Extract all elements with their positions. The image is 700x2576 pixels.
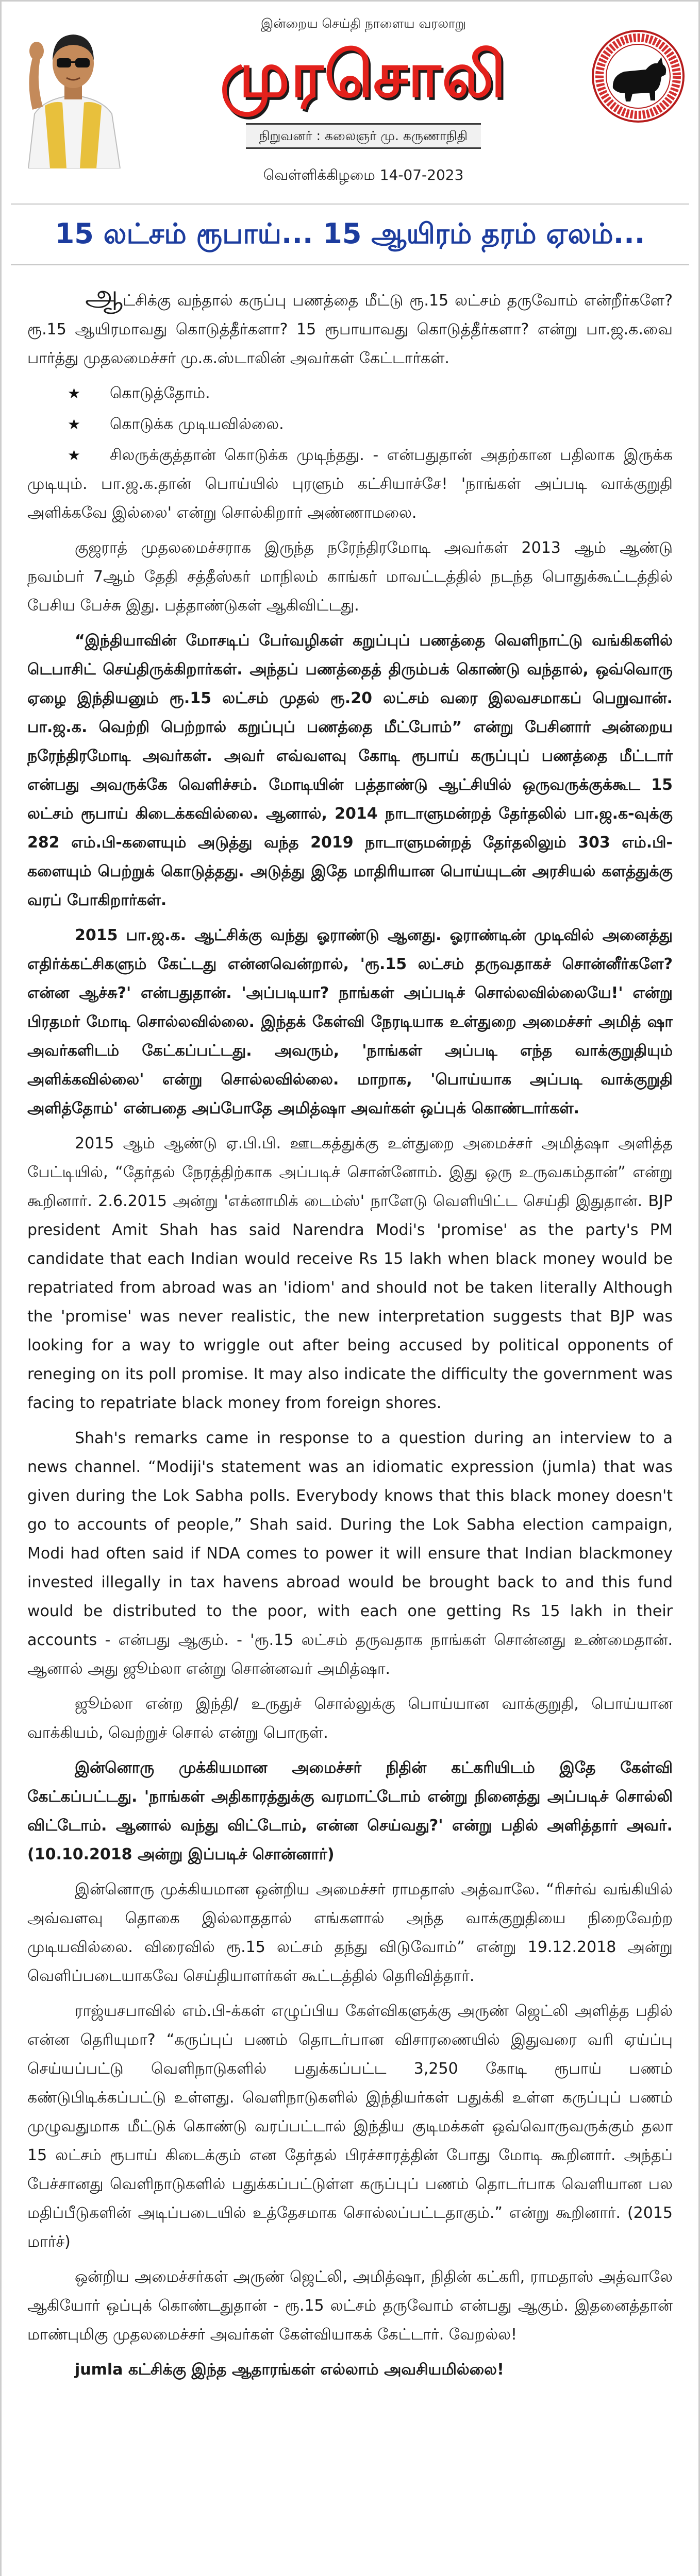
issue-date: வெள்ளிக்கிழமை 14-07-2023 xyxy=(263,166,464,183)
tagline: இன்றைய செய்தி நாளைய வரலாறு xyxy=(260,16,466,31)
party-seal-icon xyxy=(589,27,687,125)
article-paragraph: ஜூம்லா என்ற இந்தி/ உருதுச் சொல்லுக்கு பொய்யான வாக்குறுதி, பொய்யான வாக்கியம், வெற்றுச் சொல் என்று பொருள். xyxy=(27,1695,673,1742)
article-paragraph: இன்னொரு முக்கியமான ஒன்றிய அமைச்சர் ராமதாஸ் அத்வாலே. “ரிசர்வ் வங்கியில் அவ்வளவு தொகை இல்லாததால் எங்களால் அந்த வாக்குறுதியை நிறைவேற்ற முடியவில்லை. விரைவில் ரூ.15 லட்சம் தந்து விடுவோம்” என்று 19.12.2018 அன்று வெளிப்படையாகவே செய்தியாளர்கள் கூட்டத்தில் தெரிவித்தார். xyxy=(27,1880,673,1985)
bullet-item xyxy=(27,379,673,408)
article-paragraph: ஒன்றிய அமைச்சர்கள் அருண் ஜெட்லி, அமித்ஷா, நிதின் கட்கரி, ராமதாஸ் அத்வாலே ஆகியோர் ஒப்புக் கொண்டதுதான் - ரூ.15 லட்சம் தருவோம் என்பது ஆகும். இதனைத்தான் மாண்புமிகு முதலமைச்சர் அவர்கள் கேள்வியாகக் கேட்டார். வேறல்ல! xyxy=(27,2268,673,2344)
founder-line-wrap xyxy=(137,123,590,149)
bullet-item xyxy=(27,410,673,439)
star-bullet-icon: ★ xyxy=(68,416,81,433)
bullet-text: கொடுத்தோம். xyxy=(110,384,210,402)
bullet-text: சிலருக்குத்தான் கொடுக்க முடிந்தது. - என்பதுதான் அதற்கான பதிலாக இருக்க முடியும். பா.ஜ.க.தான் பொய்யில் புரளும் கட்சியாச்சே! 'நாங்கள் அப்படி வாக்குறுதி அளிக்கவே இல்லை' என்று சொல்கிறார் அண்ணாமலை. xyxy=(27,446,673,522)
article-paragraph: ராஜ்யசபாவில் எம்.பி-க்கள் எழுப்பிய கேள்விகளுக்கு அருண் ஜெட்லி அளித்த பதில் என்ன தெரியுமா? “கருப்புப் பணம் தொடர்பான விசாரணையில் இதுவரை வரி ஏய்ப்பு செய்யப்பட்டு வெளிநாடுகளில் பதுக்கப்பட்ட 3,250 கோடி ரூபாய் பணம் கண்டுபிடிக்கப்பட்டு உள்ளது. வெளிநாடுகளில் இந்தியர்கள் பதுக்கி உள்ள கருப்புப் பணம் முழுவதுமாக மீட்டுக் கொண்டு வரப்பட்டால் இந்திய குடிமக்கள் ஒவ்வொருவருக்கும் தலா 15 லட்சம் ரூபாய் கிடைக்கும் என தேர்தல் பிரச்சாரத்தின் போது மோடி கூறினார். அந்தப் பேச்சானது வெளிநாடுகளில் பதுக்கப்பட்டுள்ள கருப்புப் பணம் தொடர்பாக வெளியான பல மதிப்பீடுகளின் அடிப்படையில் உத்தேசமாக சொல்லப்பட்டதாகும்.” என்று கூறினார். (2015 மார்ச்) xyxy=(27,2002,673,2251)
bullet-item xyxy=(27,441,673,528)
article-closing-line: jumla கட்சிக்கு இந்த ஆதாரங்கள் எல்லாம் அவசியமில்லை! xyxy=(75,2361,504,2379)
headline-bar xyxy=(11,204,689,265)
founder-portrait-icon xyxy=(14,9,132,168)
star-bullet-icon: ★ xyxy=(68,447,81,464)
headline: 15 லட்சம் ரூபாய்... 15 ஆயிரம் தரம் ஏலம்... xyxy=(55,217,645,250)
article-body xyxy=(2,265,698,2576)
article-paragraph: குஜராத் முதலமைச்சராக இருந்த நரேந்திரமோடி அவர்கள் 2013 ஆம் ஆண்டு நவம்பர் 7ஆம் தேதி சத்தீஸ்கர் மாநிலம் காங்கர் மாவட்டத்தில் நடந்த பொதுக்கூட்டத்தில் பேசிய பேச்சு இது. பத்தாண்டுகள் ஆகிவிட்டது. xyxy=(27,539,673,615)
star-bullet-icon: ★ xyxy=(68,385,81,402)
bullet-text: கொடுக்க முடியவில்லை. xyxy=(110,415,284,433)
article-paragraph-bold: 2015 பா.ஜ.க. ஆட்சிக்கு வந்து ஓராண்டு ஆனது. ஓராண்டின் முடிவில் அனைத்து எதிர்க்கட்சிகளும் கேட்டது என்னவென்றால், 'ரூ.15 லட்சம் தருவதாகச் சொன்னீர்களே? என்ன ஆச்சு?' என்பதுதான். 'அப்படியா? நாங்கள் அப்படிச் சொல்லவில்லையே!' என்று பிரதமர் மோடி சொல்லவில்லை. இந்தக் கேள்வி நேரடியாக உள்துறை அமைச்சர் அமித் ஷா அவர்களிடம் கேட்கப்பட்டது. அவரும், 'நாங்கள் அப்படி எந்த வாக்குறுதியும் அளிக்கவில்லை' என்று சொல்லவில்லை. மாறாக, 'பொய்யாக அப்படி வாக்குறுதி அளித்தோம்' என்பதை அப்போதே அமித்ஷா அவர்கள் ஒப்புக் கொண்டார்கள். xyxy=(27,926,673,1117)
logo-wordmark: முரசொலி xyxy=(220,38,507,111)
article-paragraph: 2015 ஆம் ஆண்டு ஏ.பி.பி. ஊடகத்துக்கு உள்துறை அமைச்சர் அமித்ஷா அளித்த பேட்டியில், “தேர்தல் நேரத்திற்காக அப்படிச் சொன்னோம். இது ஒரு உருவகம்தான்” என்று கூறினார். 2.6.2015 அன்று 'எக்னாமிக் டைம்ஸ்' நாளேடு வெளியிட்ட செய்தி இதுதான். BJP president Amit Shah has said Narendra Modi's 'promise' as the party's PM candidate that each Indian would receive Rs 15 lakh when black money would be repatriated from abroad was an 'idiom' and should not be taken literally Although the 'promise' was never realistic, the new interpretation suggests that BJP was looking for a way to wriggle out after being accused by political opponents of reneging on its poll promise. It may also indicate the difficulty the government was facing to repatriate black money from foreign shores. xyxy=(27,1134,673,1412)
masthead xyxy=(2,2,698,204)
article-paragraph-intro: ஆட்சிக்கு வந்தால் கருப்பு பணத்தை மீட்டு ரூ.15 லட்சம் தருவோம் என்றீர்களே? ரூ.15 ஆயிரமாவது கொடுத்தீர்களா? 15 ரூபாயாவது கொடுத்தீர்களா? என்று பா.ஜ.க.வை பார்த்து முதலமைச்சர் மு.க.ஸ்டாலின் அவர்கள் கேட்டார்கள். xyxy=(27,278,673,367)
founder-line: நிறுவனர் : கலைஞர் மு. கருணாநிதி xyxy=(246,123,481,149)
article-paragraph-bold: “இந்தியாவின் மோசடிப் பேர்வழிகள் கறுப்புப் பணத்தை வெளிநாட்டு வங்கிகளில் டெபாசிட் செய்திருக்கிறார்கள். அந்தப் பணத்தைத் திரும்பக் கொண்டு வந்தால், ஒவ்வொரு ஏழை இந்தியனும் ரூ.15 லட்சம் முதல் ரூ.20 லட்சம் வரை இலவசமாகப் பெறுவான். பா.ஜ.க. வெற்றி பெற்றால் கறுப்புப் பணத்தை மீட்போம்” என்று பேசினார் அன்றைய நரேந்திரமோடி அவர்கள். அவர் எவ்வளவு கோடி ரூபாய் கருப்புப் பணத்தை மீட்டார் என்பது அவருக்கே வெளிச்சம். மோடியின் பத்தாண்டு ஆட்சியில் ஒருவருக்குக்கூட 15 லட்சம் ரூபாய் கிடைக்கவில்லை. ஆனால், 2014 நாடாளுமன்றத் தேர்தலில் பா.ஜ.க-வுக்கு 282 எம்.பி-களையும் அடுத்து வந்த 2019 நாடாளுமன்றத் தேர்தலிலும் 303 எம்.பி-களையும் பெற்றுக் கொடுத்தது. அடுத்து இதே மாதிரியான பொய்யுடன் அரசியல் களத்துக்கு வரப் போகிறார்கள். xyxy=(27,632,673,909)
article-paragraph: Shah's remarks came in response to a question during an interview to a news channel. “Modiji's statement was an idiomatic expression (jumla) that was given during the Lok Sabha polls. Everybody knows that this black money doesn't go to accounts of people,” Shah said. During the Lok Sabha election campaign, Modi had often said if NDA comes to power it will ensure that Indian blackmoney invested illegally in tax havens abroad would be brought back to and this fund would be distributed to the poor, with each one getting Rs 15 lakh in their accounts - என்பது ஆகும். - 'ரூ.15 லட்சம் தருவதாக நாங்கள் சொன்னது உண்மைதான். ஆனால் அது ஜூம்லா என்று சொன்னவர் அமித்ஷா. xyxy=(27,1429,673,1678)
article-paragraph-bold: இன்னொரு முக்கியமான அமைச்சர் நிதின் கட்கரியிடம் இதே கேள்வி கேட்கப்பட்டது. 'நாங்கள் அதிகாரத்துக்கு வரமாட்டோம் என்று நினைத்து அப்படிச் சொல்லி விட்டோம். ஆனால் வந்து விட்டோம், என்ன செய்வது?' என்று பதில் அளித்தார் அவர். (10.10.2018 அன்று இப்படிச் சொன்னார்) xyxy=(27,1759,673,1863)
